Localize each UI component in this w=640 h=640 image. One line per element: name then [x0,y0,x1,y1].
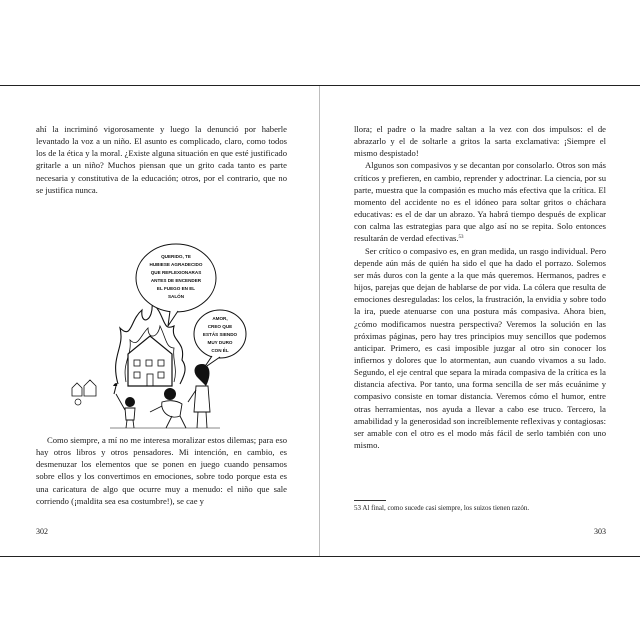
left-paragraph-1 [36,123,287,196]
bubble1-line-1: QUERIDO, TE [161,254,191,259]
bubble2-line-1: AMOR, [212,316,228,321]
right-page [320,86,640,556]
left-paragraph-2 [36,434,287,507]
bubble2-line-3: ESTÁS SIENDO [202,332,238,337]
bubble1-line-5: EL FUEGO EN EL [156,286,196,291]
right-paragraph-3: Ser crítico o compasivo es, en gran medida, un rasgo individual. Pero depende aún más de quién ha sido el que ha dado el porrazo. Solemos ser más duros con la gente a la que más queremos. Hermanos, padres e hijos, parejas que dejan de hablarse de por vida. La cólera que resulta de emociones desreguladas: los celos, la frustración, la envidia y sobre todo la ira, puede atenuarse con una postura más compasiva. Ahora bien, ¿cómo modificamos nuestra perspectiva? Veremos la solución en las próximas páginas, pero hay tres principios muy sencillos que podemos anticipar. Primero, es casi imposible juzgar al otro sin conocer los infiernos y dolores que lo atormentan, aun cuando vivamos a su lado. Segundo, el eje central que separa la mirada compasiva de la crítica es la distancia afectiva. Por tanto, una forma sencilla de ser más ecuánime y compasivo consiste en tomar distancia. Veremos cómo el humor, entre otras herramientas, nos ayuda a llevar a cabo ese truco. Tercero, la amabilidad y la generosidad son increíblemente reflexivas y contagiosas: ser amable con el otro es el modo más fácil de serlo también con uno mismo. [354,245,606,451]
right-paragraph-1: llora; el padre o la madre saltan a la vez con dos impulsos: el de abrazarlo y el de soltarle a gritos la sarta exclamativa: ¡Siempre el mismo despistado! [354,124,606,159]
footnote-rule [354,500,386,501]
bubble2-line-2: CREO QUE [207,324,233,329]
footnote-ref: 53 [458,235,464,241]
left-page [0,86,319,556]
page-number-right: 303 [594,527,606,536]
bubble1-line-2: HUBIESE AGRADECIDO [149,262,203,267]
bubble1-line-6: SALÓN [167,294,185,299]
footnote: 53 Al final, como sucede casi siempre, los suizos tienen razón. [354,504,530,512]
bubble2-line-5: CON ÉL [211,348,229,353]
page-number-left: 302 [36,527,48,536]
right-paragraph-2 [354,159,606,244]
left-paragraph-2-text: Como siempre, a mí no me interesa moralizar estos dilemas; para eso hay otros libros y otros pensadores. Mi intención, en cambio, es desmenuzar los elementos que se ponen en juego cuando pensamos sobre ellos y los convertimos en emociones, sobre todo porque esta es una caricatura de algo que ocurre muy a menudo: el niño que sale corriendo (¡maldita sea esa costumbre!), se cae y [36,435,287,506]
right-text-column [354,123,606,451]
book-spread [0,85,640,557]
left-paragraph-1-text: ahí la incriminó vigorosamente y luego la denunció por haberle levantado la voz a un niño. El asunto es complicado, claro, como todos los de la ética y la moral. ¿Existe alguna situación en que esté justificado gritarle a un niño? Muchos piensan que un grito cada tanto es parte necesaria y constitutiva de la educación; otros, por el contrario, que no se justifica nunca. [36,124,287,195]
right-paragraph-2-text: Algunos son compasivos y se decantan por consolarlo. Otros son más críticos y prefieren, en cambio, reprender y adoctrinar. La ciencia, por su parte, muestra que la compasión es mucho más efectiva que la crítica. El momento del accidente no es el idóneo para soltar gritos o cháchara educativas: es el de dar un abrazo. Ya habrá tiempo después de explicar con calma las estrategias para que algo así no se repita. Solo entonces resultarán de verdad efectivas. [354,160,606,244]
bubble2-line-4: MUY DURO [207,340,233,345]
bubble1-line-4: ANTES DE ENCENDER [150,278,202,283]
bubble1-line-3: QUE REFLEXIONARAS [150,270,202,275]
